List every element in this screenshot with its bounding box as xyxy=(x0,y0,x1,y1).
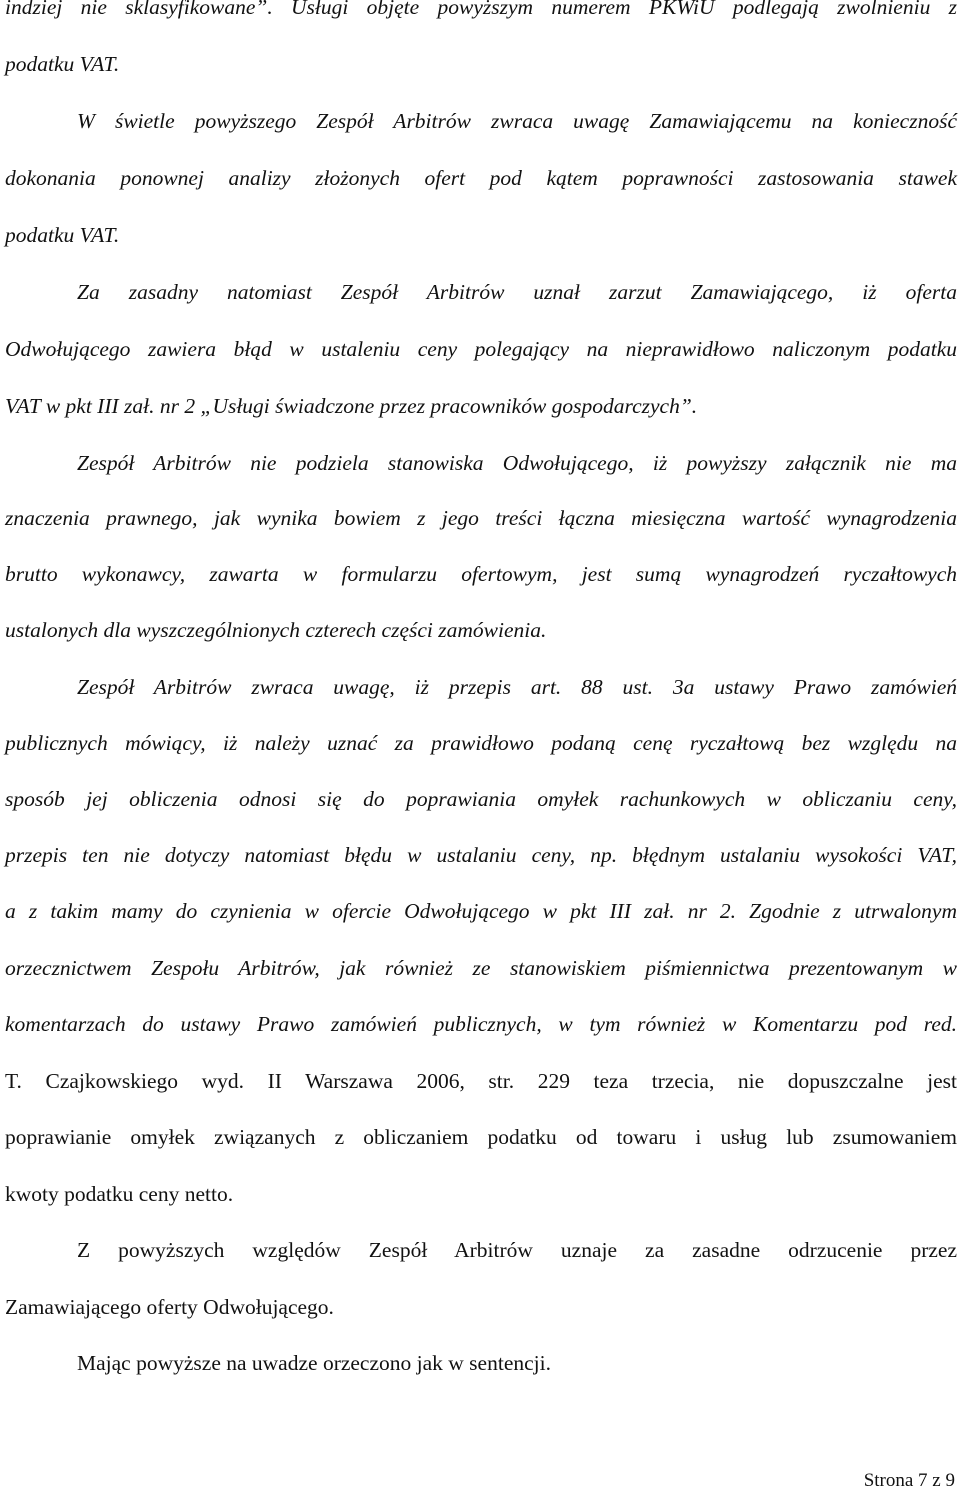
paragraph-4-line-6: orzecznictwem Zespołu Arbitrów, jak również ze stanowiskiem piśmiennictwa prezentowanym w xyxy=(5,956,957,980)
paragraph-3-line-1: Zespół Arbitrów nie podziela stanowiska Odwołującego, iż powyższy załącznik nie ma xyxy=(77,451,957,475)
paragraph-0-line-2: podatku VAT. xyxy=(5,52,120,76)
paragraph-3-line-3: brutto wykonawcy, zawarta w formularzu ofertowym, jest sumą wynagrodzeń ryczałtowych xyxy=(5,562,957,586)
paragraph-4-line-7: komentarzach do ustawy Prawo zamówień publicznych, w tym również w Komentarzu pod red. xyxy=(5,1012,957,1036)
page-number: Strona 7 z 9 xyxy=(863,1470,955,1491)
paragraph-5-line-2: Zamawiającego oferty Odwołującego. xyxy=(5,1295,334,1319)
paragraph-1-line-1: W świetle powyższego Zespół Arbitrów zwraca uwagę Zamawiającemu na konieczność xyxy=(77,109,957,133)
paragraph-4-line-2: publicznych mówiący, iż należy uznać za prawidłowo podaną cenę ryczałtową bez względu na xyxy=(5,731,957,755)
paragraph-2-line-2: Odwołującego zawiera błąd w ustaleniu ceny polegający na nieprawidłowo naliczonym podatku xyxy=(5,337,957,361)
paragraph-4-line-8: T. Czajkowskiego wyd. II Warszawa 2006, str. 229 teza trzecia, nie dopuszczalne jest xyxy=(5,1069,957,1093)
paragraph-4-line-1 xyxy=(77,674,957,700)
paragraph-4-line-3: sposób jej obliczenia odnosi się do poprawiania omyłek rachunkowych w obliczaniu ceny, xyxy=(5,787,957,811)
paragraph-4-line-10: kwoty podatku ceny netto. xyxy=(5,1182,234,1206)
paragraph-6-line-1: Mając powyższe na uwadze orzeczono jak w sentencji. xyxy=(77,1351,551,1375)
paragraph-4-line-4: przepis ten nie dotyczy natomiast błędu w ustalaniu ceny, np. błędnym ustalaniu wysokości VAT, xyxy=(5,843,957,867)
paragraph-0-line-1: indziej nie sklasyfikowane”. Usługi objęte powyższym numerem PKWiU podlegają zwolnieniu z xyxy=(5,0,957,19)
paragraph-5-line-1: Z powyższych względów Zespół Arbitrów uznaje za zasadne odrzucenie przez xyxy=(77,1238,957,1262)
paragraph-3-line-4: ustalonych dla wyszczególnionych czterech części zamówienia. xyxy=(5,618,547,642)
paragraph-3-line-2: znaczenia prawnego, jak wynika bowiem z jego treści łączna miesięczna wartość wynagrodzenia xyxy=(5,506,957,530)
paragraph-4-line-1-text: Zespół Arbitrów zwraca uwagę, iż przepis art. 88 ust. 3a ustawy Prawo zamówień xyxy=(77,675,957,699)
paragraph-2-line-3: VAT w pkt III zał. nr 2 „Usługi świadczone przez pracowników gospodarczych”. xyxy=(5,394,698,418)
paragraph-4-line-5: a z takim mamy do czynienia w ofercie Odwołującego w pkt III zał. nr 2. Zgodnie z utrwalonym xyxy=(5,899,957,923)
paragraph-1-line-2: dokonania ponownej analizy złożonych ofert pod kątem poprawności zastosowania stawek xyxy=(5,166,957,190)
paragraph-4-line-9: poprawianie omyłek związanych z obliczaniem podatku od towaru i usług lub zsumowaniem xyxy=(5,1125,957,1149)
paragraph-1-line-3: podatku VAT. xyxy=(5,223,120,247)
paragraph-2-line-1: Za zasadny natomiast Zespół Arbitrów uznał zarzut Zamawiającego, iż oferta xyxy=(77,280,957,304)
